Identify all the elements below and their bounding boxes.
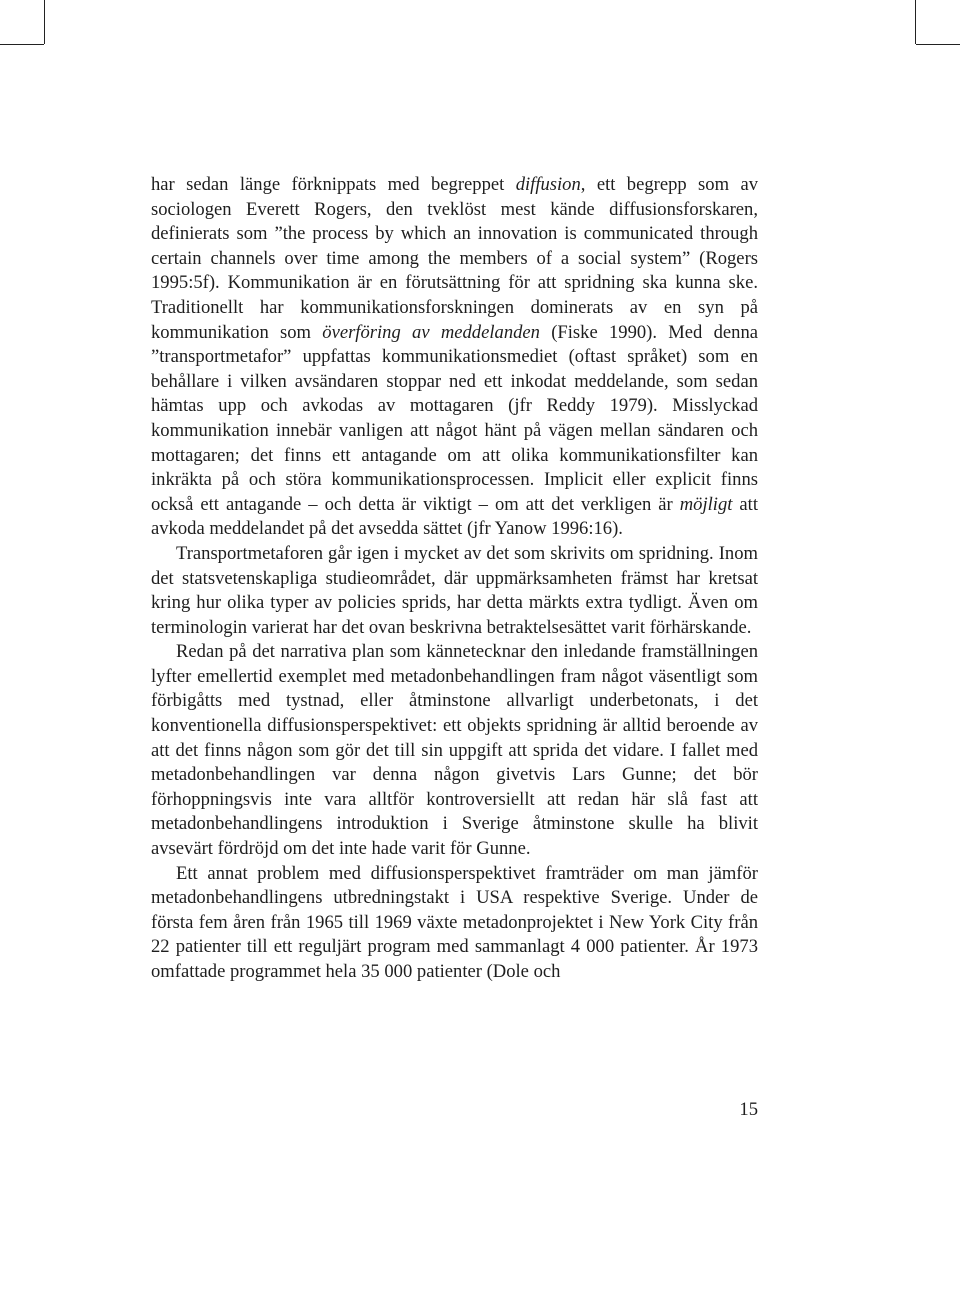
crop-mark-top-left-horizontal bbox=[0, 44, 44, 45]
paragraph-3: Redan på det narrativa plan som kännetecknar den inledande framställningen lyfter emellertid exemplet med metadonbehandlingen fram något väsentligt som förbigåtts med tystnad, eller åtminstone allvarligt underbetonats, i det konventionella diffusionsperspektivet: ett objekts spridning är alltid beroende av att det finns någon som gör det till sin uppgift att sprida det vidare. I fallet med metadonbehandlingen var denna någon givetvis Lars Gunne; det bör förhoppningsvis inte vara alltför kontroversiellt att redan här slå fast att metadonbehandlingens introduktion i Sverige åtminstone skulle ha blivit avsevärt fördröjd om det inte hade varit för Gunne. bbox=[151, 641, 758, 860]
paragraph-1-text-d: att avkoda meddelandet på det avsedda sättet (jfr Yanow 1996:16). bbox=[151, 493, 758, 540]
paragraph-1 bbox=[151, 173, 758, 542]
crop-mark-top-left-vertical bbox=[44, 0, 45, 44]
term-mojligt: möjligt bbox=[679, 493, 733, 515]
paragraph-1-text-c: (Fiske 1990). Med denna ”transportmetafor” uppfattas kommunikationsmediet (oftast språket) som en behållare i vilken avsändaren stoppar ned ett inkodat meddelande, som sedan hämtas upp och avkodas av mottagaren (jfr Reddy 1979). Misslyckad kommunikation innebär vanligen att något hänt på vägen mellan sändaren och mottagaren; det finns ett antagande om att olika kommunikationsfilter kan inkräkta på och störa kommunikationsprocessen. Implicit eller explicit finns också ett antagande – och detta är viktigt – om att det verkligen är bbox=[151, 321, 758, 515]
body-text bbox=[151, 173, 758, 985]
term-overforing: överföring av meddelanden bbox=[322, 321, 540, 343]
page-number: 15 bbox=[739, 1099, 758, 1120]
paragraph-4: Ett annat problem med diffusionsperspektivet framträder om man jämför metadonbehandlingens utbredningstakt i USA respektive Sverige. Under de första fem åren från 1965 till 1969 växte metadonprojektet i New York City från 22 patienter till ett reguljärt program med sammanlagt 4 000 patienter. År 1973 omfattade programmet hela 35 000 patienter (Dole och bbox=[151, 862, 758, 982]
paragraph-2: Transportmetaforen går igen i mycket av det som skrivits om spridning. Inom det statsvetenskapliga studieområdet, där uppmärksamheten främst har kretsat kring hur olika typer av policies sprids, har detta märkts extra tydligt. Även om terminologin varierat har det ovan beskrivna betraktelsesättet varit förhärskande. bbox=[151, 542, 758, 638]
paragraph-1-text-b: , ett begrepp som av sociologen Everett Rogers, den tveklöst mest kände diffusionsforskaren, definierats som ”the process by which an innovation is communicated through certain channels over time among the members of a social system” (Rogers 1995:5f). Kommunikation är en förutsättning för att spridning ska kunna ske. Traditionellt har kommunikationsforskningen dominerats av en syn på kommunikation som bbox=[151, 174, 758, 343]
paragraph-1-text-a: har sedan länge förknippats med begreppet bbox=[151, 174, 516, 195]
crop-mark-top-right-horizontal bbox=[916, 44, 960, 45]
crop-mark-top-right-vertical bbox=[915, 0, 916, 44]
term-diffusion: diffusion bbox=[515, 174, 581, 195]
